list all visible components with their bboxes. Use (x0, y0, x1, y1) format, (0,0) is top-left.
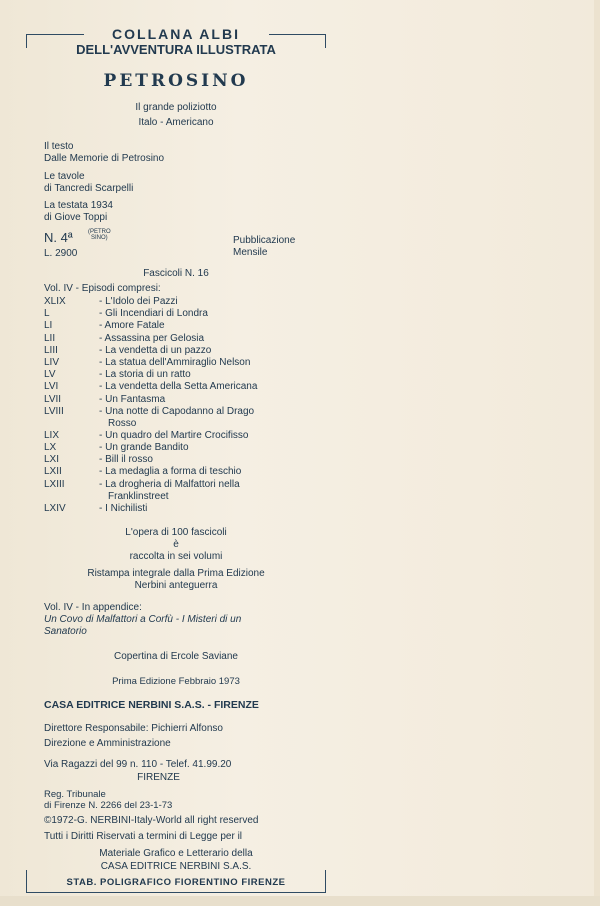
episode-number: LI (44, 320, 53, 332)
appendix-line2: Sanatorio (44, 626, 87, 637)
issue-badge-bottom: SINO) (91, 235, 108, 241)
printer: STAB. POLIGRAFICO FIORENTINO FIRENZE (66, 877, 286, 888)
episode-number: LX (44, 442, 57, 453)
episode-title-continued: Rosso (108, 417, 137, 429)
registration-line1: Reg. Tribunale (44, 789, 106, 800)
episode-title: - Assassina per Gelosia (99, 332, 205, 344)
publication-title: PETROSINO (103, 71, 249, 91)
plates-value: di Tancredi Scarpelli (44, 183, 134, 194)
frequency-line1: Pubblicazione (233, 235, 296, 246)
registration-line2: di Firenze N. 2266 del 23-1-73 (44, 800, 173, 811)
episode-title: - Gli Incendiari di Londra (99, 308, 208, 320)
episode-number: LIII (44, 344, 58, 356)
episode-title: - La vendetta di un pazzo (99, 344, 212, 356)
episode-number: XLIX (44, 296, 66, 307)
cover-credit: Copertina di Ercole Saviane (114, 651, 238, 662)
episode-title: - Un Fantasma (99, 393, 166, 405)
series-title-line1: COLLANA ALBI (112, 26, 240, 42)
episode-title: - I Nichilisti (99, 502, 148, 514)
edition-date: Prima Edizione Febbraio 1973 (112, 676, 240, 687)
episode-number: LVI (44, 381, 59, 393)
episode-number: LIX (44, 429, 60, 441)
episode-number: LXI (44, 454, 60, 466)
episodes-heading: Vol. IV - Episodi compresi: (44, 283, 161, 294)
masthead-value: di Giove Toppi (44, 212, 108, 223)
episode-title: - La medaglia a forma di teschio (99, 466, 242, 478)
episode-title: - La statua dell'Ammiraglio Nelson (99, 357, 251, 368)
episode-title-continued: Franklinstreet (108, 490, 169, 502)
rights-line2: Materiale Grafico e Letterario della (99, 848, 253, 859)
city: FIRENZE (137, 772, 180, 783)
episode-number: LXIII (44, 478, 65, 490)
administration: Direzione e Amministrazione (44, 738, 171, 749)
copyright: ©1972-G. NERBINI-Italy-World all right reserved (44, 815, 259, 826)
episode-title: - Un quadro del Martire Crocifisso (99, 429, 249, 441)
opera-line1: L'opera di 100 fascicoli (125, 527, 227, 538)
episode-number: L (44, 308, 50, 320)
frequency-line2: Mensile (233, 247, 268, 258)
page-bottom-strip (0, 896, 600, 906)
episode-title: - Una notte di Capodanno al Drago (99, 405, 255, 417)
episode-number: LXIV (44, 502, 66, 514)
episode-title: - La vendetta della Setta Americana (99, 381, 258, 393)
colophon-block (26, 8, 326, 896)
episode-number: LVIII (44, 405, 64, 417)
opera-line5: Nerbini anteguerra (134, 580, 218, 591)
address: Via Ragazzi del 99 n. 110 - Telef. 41.99.20 (44, 759, 232, 770)
director: Direttore Responsabile: Pichierri Alfonso (44, 723, 223, 734)
subtitle-line1: Il grande poliziotto (135, 102, 217, 113)
episode-title: - Un grande Bandito (99, 442, 189, 453)
masthead-label: La testata 1934 (44, 200, 113, 211)
episode-title: - Amore Fatale (99, 320, 165, 332)
episode-number: LVII (44, 393, 62, 405)
appendix-line1: Un Covo di Malfattori a Corfù - I Misteri di un (44, 614, 242, 625)
episode-title: - La storia di un ratto (99, 369, 191, 381)
issue-badge-top: (PETRO (88, 229, 111, 235)
series-title-line2: DELL'AVVENTURA ILLUSTRATA (76, 42, 276, 57)
fascicoli-count: Fascicoli N. 16 (143, 268, 209, 279)
opera-line3: raccolta in sei volumi (129, 551, 223, 562)
text-label: Il testo (44, 141, 74, 152)
issue-badge (88, 229, 111, 241)
episode-number: LV (44, 369, 56, 381)
page-edge (594, 0, 600, 906)
rights-line3: CASA EDITRICE NERBINI S.A.S. (100, 861, 252, 872)
text-value: Dalle Memorie di Petrosino (44, 153, 165, 164)
rights-line1: Tutti i Diritti Riservati a termini di Legge per il (44, 831, 243, 842)
episode-title: - Bill il rosso (99, 454, 153, 466)
opera-line4: Ristampa integrale dalla Prima Edizione (87, 568, 265, 579)
issue-number: N. 4ª (44, 230, 73, 245)
subtitle-line2: Italo - Americano (138, 117, 214, 128)
bottom-rule (26, 892, 326, 893)
appendix-heading: Vol. IV - In appendice: (44, 602, 142, 613)
plates-label: Le tavole (44, 171, 85, 182)
episode-title: - La drogheria di Malfattori nella (99, 478, 240, 490)
episode-title: - L'Idolo dei Pazzi (99, 296, 178, 307)
opera-line2: è (173, 539, 179, 550)
episode-number: LII (44, 332, 56, 344)
episode-list (44, 296, 324, 528)
issue-price: L. 2900 (44, 248, 78, 259)
publisher-name: CASA EDITRICE NERBINI S.A.S. - FIRENZE (44, 699, 259, 711)
episode-number: LIV (44, 357, 60, 368)
episode-number: LXII (44, 466, 62, 478)
